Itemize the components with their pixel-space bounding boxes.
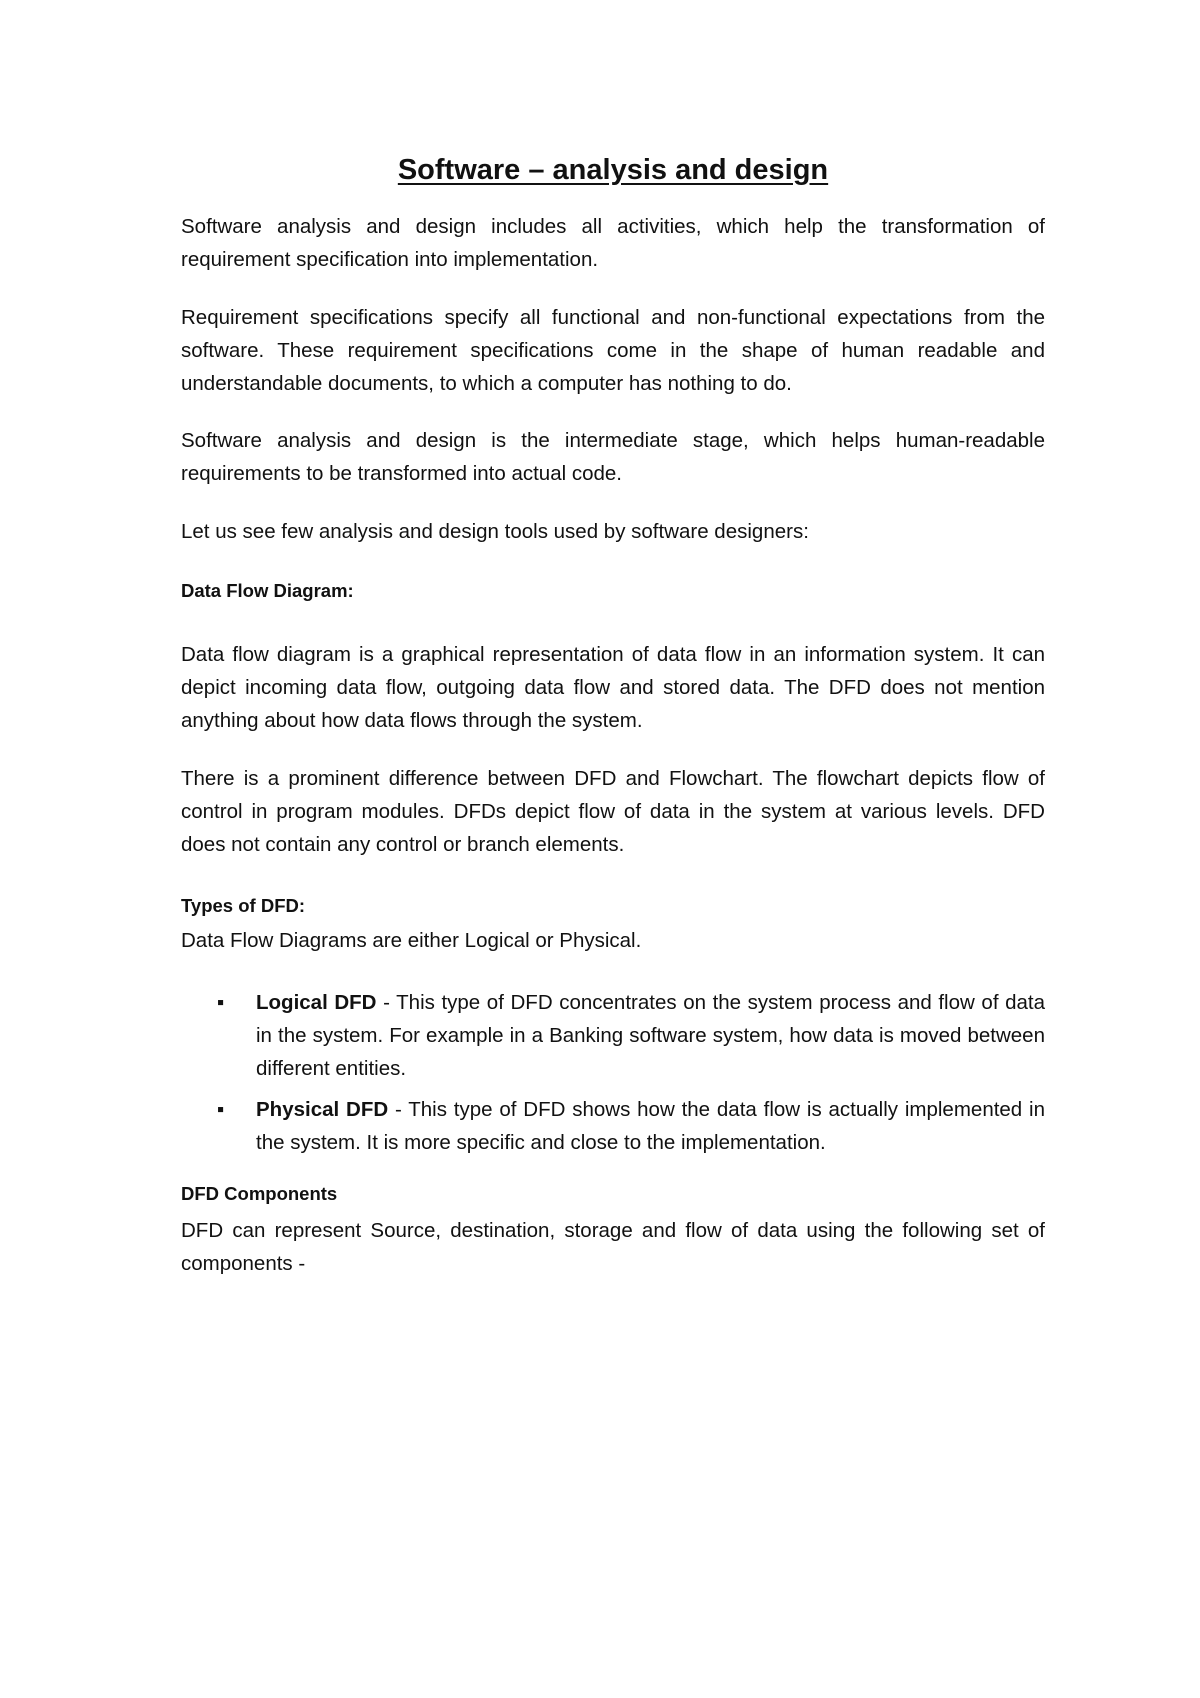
bullet-term: Logical DFD: [256, 991, 377, 1014]
list-item: [181, 1093, 1045, 1159]
types-intro: Data Flow Diagrams are either Logical or Physical.: [181, 929, 642, 952]
dfd-paragraph: Data flow diagram is a graphical representation of data flow in an information system. It can depict incoming data flow, outgoing data flow and stored data. The DFD does not mention anything about how data flows through the system.: [181, 643, 1045, 732]
list-item: [181, 986, 1045, 1085]
components-section-heading: DFD Components: [181, 1183, 338, 1204]
bullet-text: - This type of DFD concentrates on the system process and flow of data in the system. For example in a Banking software system, how data is moved between different entities.: [256, 991, 1046, 1080]
components-paragraph: DFD can represent Source, destination, storage and flow of data using the following set of components -: [181, 1219, 1045, 1275]
intro-paragraph: Software analysis and design includes all activities, which help the transformation of requirement specification into implementation.: [181, 215, 1045, 271]
dfd-paragraph: There is a prominent difference between DFD and Flowchart. The flowchart depicts flow of control in program modules. DFDs depict flow of data in the system at various levels. DFD does not contain any control or branch elements.: [181, 767, 1045, 856]
types-section-heading: Types of DFD:: [181, 895, 306, 916]
intro-paragraph: Let us see few analysis and design tools used by software designers:: [181, 520, 809, 543]
dfd-section-heading: Data Flow Diagram:: [181, 580, 354, 601]
dfd-types-list: [181, 986, 1045, 1159]
bullet-term: Physical DFD: [256, 1098, 389, 1121]
bullet-icon: ▪: [217, 991, 225, 1014]
bullet-icon: ▪: [217, 1098, 225, 1121]
intro-paragraph: Requirement specifications specify all functional and non-functional expectations from the software. These requirement specifications come in the shape of human readable and understandable documents, to which a computer has nothing to do.: [181, 306, 1045, 395]
page-title: Software – analysis and design: [397, 154, 829, 186]
bullet-text: - This type of DFD shows how the data flow is actually implemented in the system. It is more specific and close to the implementation.: [256, 1098, 1045, 1154]
intro-paragraph: Software analysis and design is the intermediate stage, which helps human-readable requirements to be transformed into actual code.: [181, 429, 1045, 485]
